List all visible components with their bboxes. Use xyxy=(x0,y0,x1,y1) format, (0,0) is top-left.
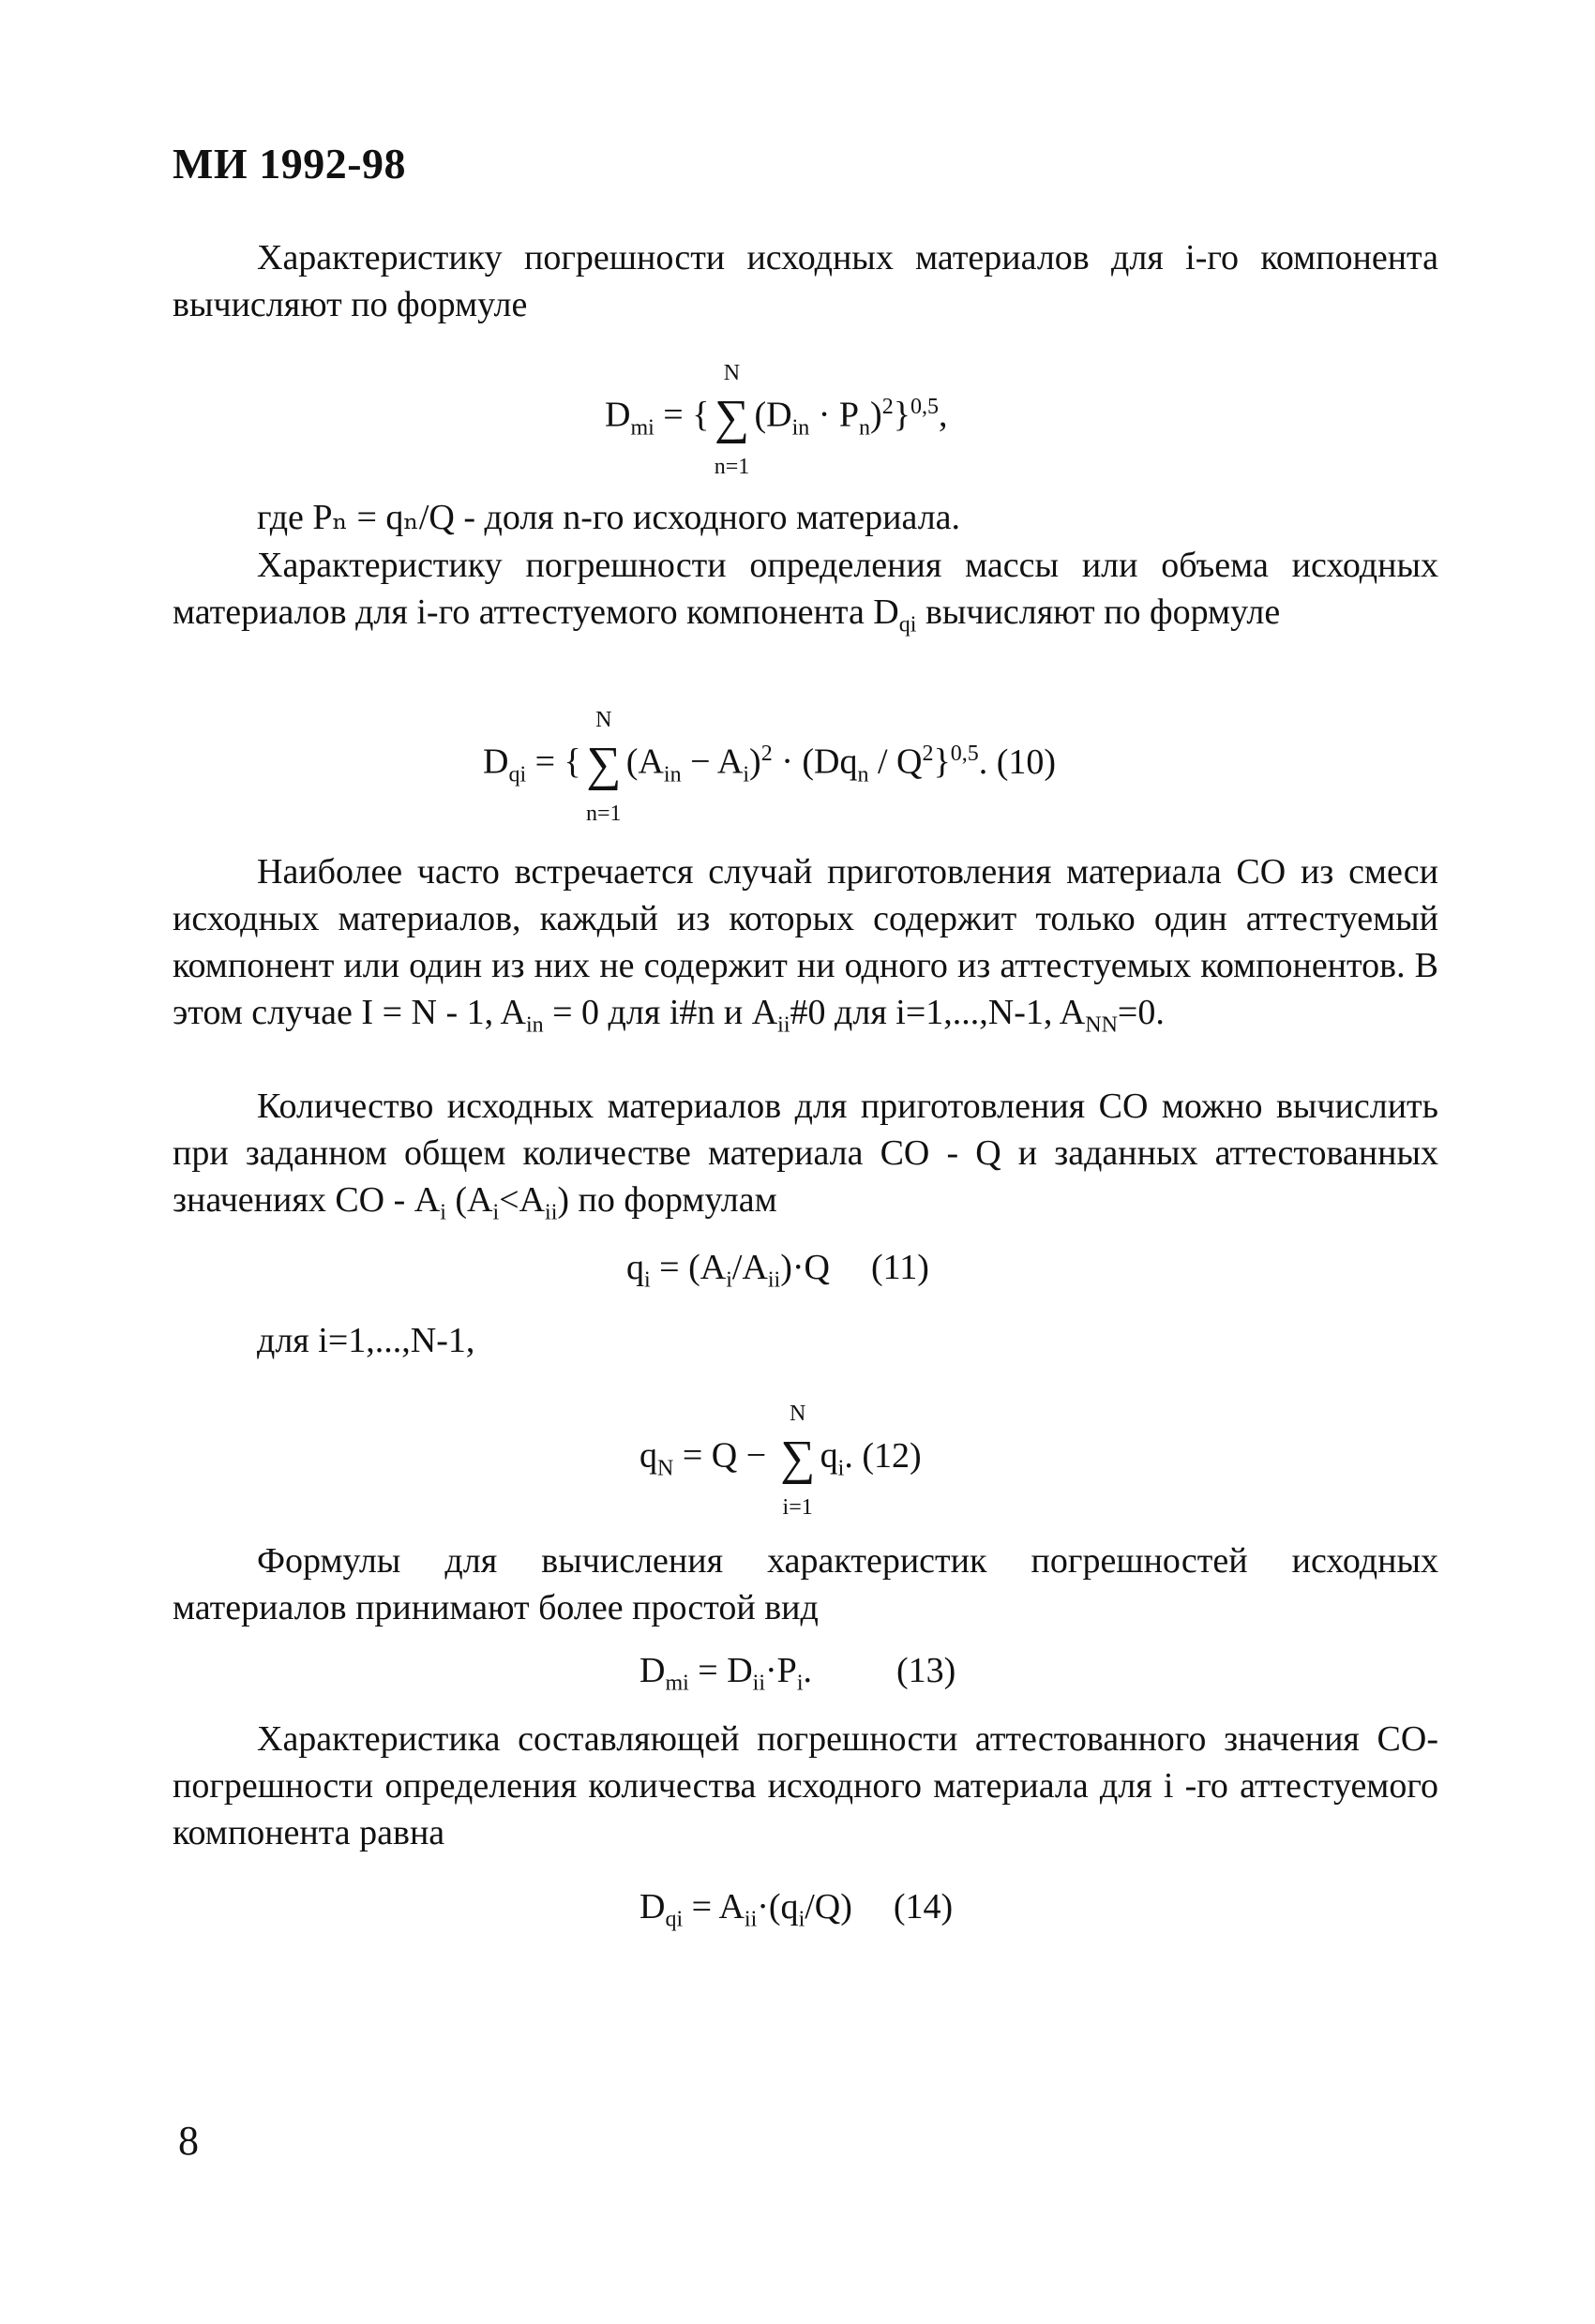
sum-symbol: N ∑ n=1 xyxy=(586,708,622,826)
sum-symbol: N ∑ i=1 xyxy=(780,1402,816,1520)
formula-dmi: $D_{mi}$ = { N ∑ n=1 $(D_{in} \cdot P_n)^2\}^{0,5}$, xyxy=(605,361,948,479)
paragraph-dqi-intro: Характеристику погрешности определения массы или объема исходных материалов для i-го аттестуемого компонента $D_{qi}$ вычисляют по формуле xyxy=(173,546,1438,637)
paragraph-quantity: Количество исходных материалов для приготовления СО можно вычислить при заданном общем количестве материала СО - Q и заданных аттестованных значениях СО - $A_i$ $(A_i<A_{ii})$ по формулам xyxy=(173,1087,1438,1225)
paragraph-intro: Характеристику погрешности исходных материалов для i-го компонента вычисляют по формуле xyxy=(173,238,1438,324)
formula-qi-11: $q_i = (A_i/A_{ii})\cdot Q$ (11) xyxy=(626,1248,929,1293)
formula-qn-12: $q_N = Q$ − N ∑ i=1 $q_i$. (12) xyxy=(640,1402,922,1520)
paragraph-common-case: Наиболее часто встречается случай приготовления материала СО из смеси исходных материалов, каждый из которых содержит только один аттестуемый компонент или один из них не содержит ни одного из аттестуемых компонентов. В этом случае I = N - 1, $A_{in} = 0$ для i#n и $A_{ii}\#0$ для i=1,...,N-1, $A_{NN}=0$. xyxy=(173,852,1438,1038)
formula-dmi-13: $D_{mi} = D_{ii}\cdot P_i$. (13) xyxy=(640,1651,956,1696)
document-header: МИ 1992-98 xyxy=(173,140,407,187)
paragraph-simplified: Формулы для вычисления характеристик погрешностей исходных материалов принимают более простой вид xyxy=(173,1541,1438,1627)
page-number: 8 xyxy=(178,2118,199,2164)
paragraph-pn-definition: где Pₙ = qₙ/Q - доля n-го исходного материала. xyxy=(257,498,961,537)
paragraph-component-error: Характеристика составляющей погрешности аттестованного значения СО- погрешности определения количества исходного материала для i -го аттестуемого компонента равна xyxy=(173,1719,1438,1852)
formula-dqi-10: $D_{qi}$ = { N ∑ n=1 $(A_{in} - A_i)^2 \cdot (Dq_n / Q^2\}^{0,5}$. (10) xyxy=(483,708,1057,826)
sum-symbol: N ∑ n=1 xyxy=(714,361,750,479)
paragraph-range: для i=1,...,N-1, xyxy=(257,1321,475,1360)
formula-dqi-14: $D_{qi} = A_{ii}\cdot(q_i/Q)$ (14) xyxy=(640,1887,954,1932)
